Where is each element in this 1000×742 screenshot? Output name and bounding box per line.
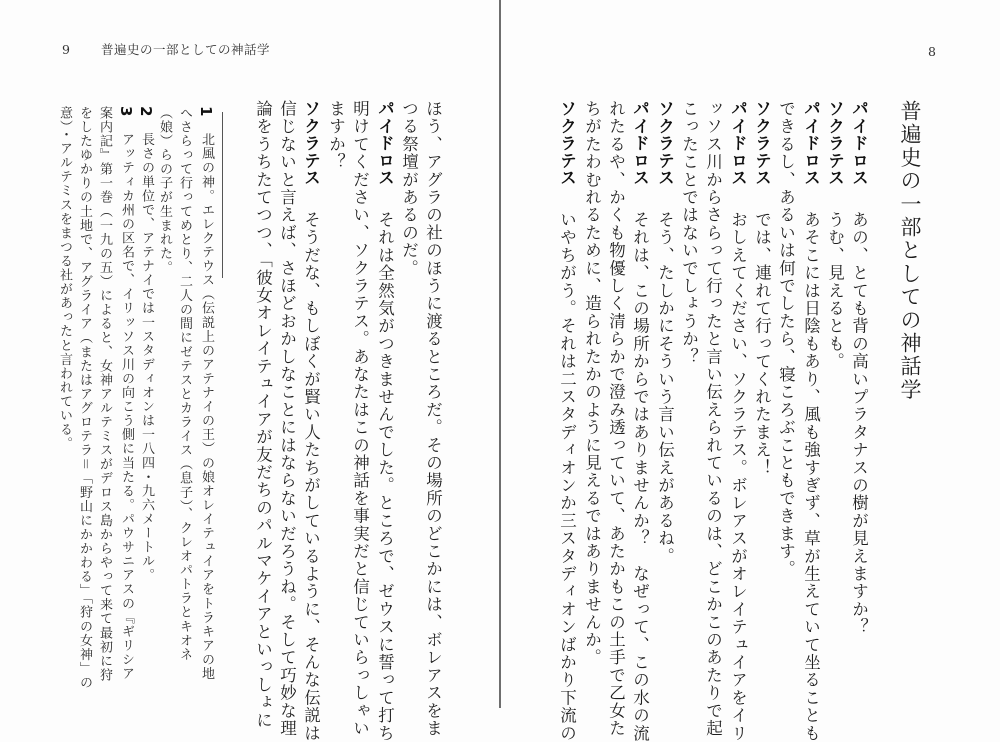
footnote-text: 長さの単位で、アテナイでは一スタディオンは一八四・九六メートル。 xyxy=(139,132,154,583)
body-column xyxy=(850,100,867,636)
column-text: ッソス川からさらって行ったと言い伝えられているのは、どこかこのあたりで起 xyxy=(703,100,723,738)
footnote-3-cont xyxy=(58,106,71,451)
speaker-label: パイドロス xyxy=(849,100,869,187)
footnote-1-cont xyxy=(158,106,171,275)
footnote-rule xyxy=(222,112,223,278)
body-column xyxy=(802,100,819,742)
footnote-number: 1 xyxy=(197,106,215,118)
footnote-text: 案内記』第一巻（一九の五）によると、女神アルテミスがデロス島からやって来て最初に狩 xyxy=(97,106,112,683)
page-number: 8 xyxy=(928,44,936,59)
column-text: 信じないと言えば、さほどおかしなことにはならないだろうね。そして巧妙な理 xyxy=(277,100,297,738)
running-head-title: 普遍史の一部としての神話学 xyxy=(100,42,270,57)
column-text: 明けてください、ソクラテス。あなたはこの神話を事実だと信じていらっしゃい xyxy=(350,100,370,738)
body-column xyxy=(583,100,600,666)
speaker-label: ソクラテス xyxy=(655,100,675,187)
running-head xyxy=(62,40,270,58)
body-column xyxy=(376,100,393,742)
body-column xyxy=(327,100,344,171)
column-text: そう、たしかにそういう言い伝えがあるね。 xyxy=(655,210,675,565)
footnote-text: をしたゆかりの土地で、アグライア（またはアグロテラ＝「野山にかかわる」「狩の女神」の xyxy=(77,106,92,690)
column-text: うむ、見えるとも。 xyxy=(825,210,845,371)
body-column xyxy=(631,100,648,742)
section-title: 普遍史の一部としての神話学 xyxy=(898,100,922,402)
speaker-label: パイドロス xyxy=(630,100,650,187)
footnote-3-cont xyxy=(78,106,91,690)
column-text: いやちがう。それは二スタディオンか三スタディオンばかり下流の xyxy=(557,210,577,742)
body-column xyxy=(729,100,746,742)
column-text: ほう、アグラの社のほうに渡るところだ。その場所のどこかには、ボレアスをま xyxy=(423,100,443,738)
footnote-number: 2 xyxy=(137,106,155,118)
body-column xyxy=(680,100,697,366)
column-text: それは、この場所からではありませんか？ なぜって、この水の流 xyxy=(630,210,650,742)
body-column xyxy=(278,100,295,737)
speaker-label: ソクラテス xyxy=(557,100,577,187)
footnote-text: アッティカ州の区名で、イリッソス川の向こう側に当たる。パウサニアスの『ギリシア xyxy=(119,132,134,681)
body-column xyxy=(351,100,368,737)
column-text: 論をうちたてつつ、「彼女オレイテュイアが友だちのパルマケイアといっしょに xyxy=(253,100,273,729)
speaker-label: パイドロス xyxy=(801,100,821,187)
footnote-3 xyxy=(118,106,133,681)
footnote-1-cont xyxy=(178,106,191,662)
footnote-text: へさらって行ってめとり、二人の間にゼテスとカライス（息子）、クレオパトラとキオネ xyxy=(177,106,192,662)
column-text: つる祭壇があるのだ。 xyxy=(399,100,419,277)
column-text: ちがたわむれるために、造られたかのように見えるではありませんか。 xyxy=(582,100,602,667)
column-text: では、連れて行ってくれたまえ！ xyxy=(752,210,772,477)
footnote-text: 北風の神。エレクテウス（伝説上のアテナイの王）の娘オレイテュイアをトラキアの地 xyxy=(199,132,214,681)
speaker-label: ソクラテス xyxy=(825,100,845,187)
right-page xyxy=(501,0,1000,742)
column-text: こったことではないでしょうか？ xyxy=(679,100,699,366)
body-column xyxy=(753,100,770,476)
column-text: それは全然気がつきませんでした。ところで、ゼウスに誓って打ち xyxy=(375,210,395,742)
footnote-2 xyxy=(138,106,153,582)
footnote-1 xyxy=(198,106,213,681)
footnote-text: 意）・アルテミスをまつる社があったと言われている。 xyxy=(57,106,72,451)
body-column xyxy=(400,100,417,277)
column-text: そうだな、もしぼくが賢い人たちがしているように、そんな伝説は xyxy=(301,210,321,742)
page-number: 9 xyxy=(62,42,71,57)
body-column xyxy=(826,100,843,370)
speaker-label: パイドロス xyxy=(375,100,395,187)
column-text: できるし、あるいは何でしたら、寝ころぶこともできます。 xyxy=(776,100,796,578)
footnote-number: 3 xyxy=(117,106,135,118)
speaker-label: ソクラテス xyxy=(301,100,321,187)
body-column xyxy=(607,100,624,737)
body-column xyxy=(656,100,673,565)
body-column xyxy=(777,100,794,578)
body-column xyxy=(424,100,441,737)
speaker-label: ソクラテス xyxy=(752,100,772,187)
column-text: あそこには日陰もあり、風も強すぎず、草が生えていて坐ることも xyxy=(801,210,821,742)
column-text: ますか？ xyxy=(326,100,346,171)
column-text: あの、とても背の高いプラタナスの樹が見えますか？ xyxy=(849,210,869,636)
body-column xyxy=(254,100,271,729)
body-column xyxy=(302,100,319,742)
body-column xyxy=(558,100,575,742)
body-column xyxy=(704,100,721,737)
column-text: おしえてください、ソクラテス。ボレアスがオレイテュイアをイリ xyxy=(728,210,748,742)
footnote-3-cont xyxy=(98,106,111,682)
column-text: れたるや、かくも物優しく清らかで澄み透っていて、あたかもこの土手で乙女た xyxy=(606,100,626,738)
speaker-label: パイドロス xyxy=(728,100,748,187)
footnote-text: （娘）らの子が生まれた。 xyxy=(157,106,172,275)
